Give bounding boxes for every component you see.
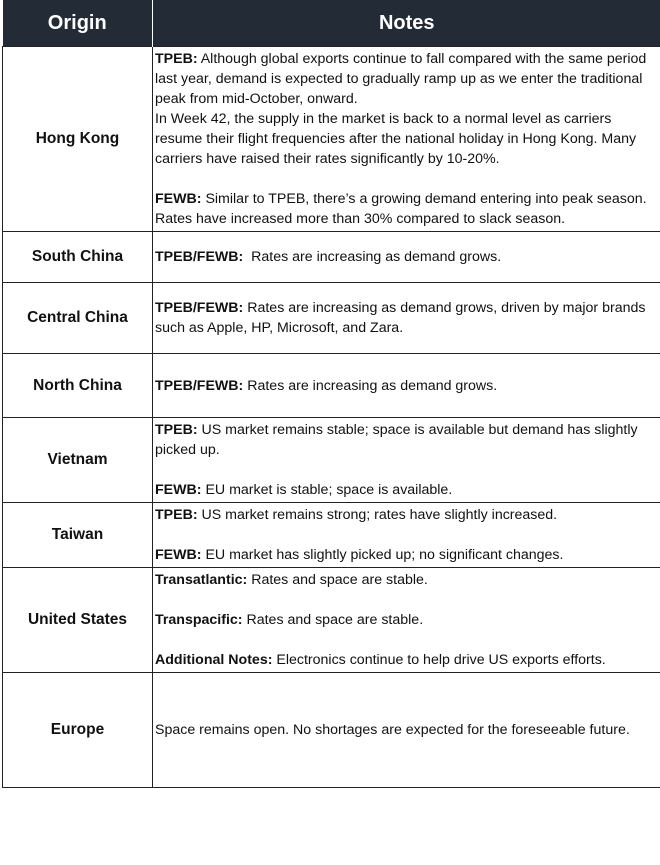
table-row	[3, 283, 660, 354]
table-row	[3, 568, 660, 673]
notes-cell	[153, 232, 660, 283]
note-label: TPEB:	[155, 51, 198, 67]
origin-cell: United States	[3, 568, 153, 673]
note-paragraph	[155, 189, 660, 229]
notes-column-header: Notes	[153, 0, 660, 47]
note-label: TPEB/FEWB:	[155, 249, 244, 265]
origin-cell: Central China	[3, 283, 153, 354]
notes-cell	[153, 283, 660, 354]
note-text: US market remains stable; space is available but demand has slightly picked up.	[155, 422, 638, 458]
table-row	[3, 503, 660, 568]
market-notes-table	[2, 0, 660, 788]
note-paragraph	[155, 650, 660, 670]
note-text: Although global exports continue to fall compared with the same period last year, demand is expected to gradually ramp up as we enter the traditional peak from mid-October, onward.	[155, 51, 647, 107]
origin-cell: Hong Kong	[3, 47, 153, 232]
note-label: TPEB:	[155, 507, 198, 523]
table-row	[3, 354, 660, 418]
notes-cell	[153, 47, 660, 232]
origin-cell: South China	[3, 232, 153, 283]
note-paragraph	[155, 247, 660, 267]
note-paragraph	[155, 570, 660, 590]
origin-cell: Vietnam	[3, 418, 153, 503]
table-row	[3, 47, 660, 232]
origin-cell: Europe	[3, 673, 153, 788]
table-row	[3, 673, 660, 788]
note-label: FEWB:	[155, 191, 202, 207]
note-paragraph	[155, 376, 660, 396]
note-label: TPEB/FEWB:	[155, 300, 244, 316]
note-paragraph	[155, 610, 660, 630]
note-text: Similar to TPEB, there’s a growing demand entering into peak season. Rates have increased more than 30% compared to slack season.	[155, 191, 647, 227]
note-label: Transpacific:	[155, 612, 243, 628]
note-text: US market remains strong; rates have slightly increased.	[197, 507, 558, 523]
note-text: Rates and space are stable.	[247, 572, 428, 588]
notes-cell	[153, 503, 660, 568]
origin-cell: Taiwan	[3, 503, 153, 568]
origin-column-header: Origin	[3, 0, 153, 47]
note-text: Rates are increasing as demand grows, driven by major brands such as Apple, HP, Microsoft, and Zara.	[155, 300, 646, 336]
note-paragraph	[155, 720, 660, 740]
note-paragraph	[155, 505, 660, 525]
note-paragraph	[155, 109, 660, 169]
note-label: Additional Notes:	[155, 652, 273, 668]
note-label: TPEB:	[155, 422, 198, 438]
note-label: FEWB:	[155, 482, 202, 498]
note-paragraph	[155, 49, 660, 109]
notes-cell	[153, 568, 660, 673]
note-text: Rates are increasing as demand grows.	[243, 249, 502, 265]
note-text: EU market has slightly picked up; no significant changes.	[201, 547, 564, 563]
header-row	[3, 0, 660, 47]
notes-cell	[153, 418, 660, 503]
note-text: Rates are increasing as demand grows.	[243, 377, 498, 394]
note-paragraph	[155, 298, 660, 338]
table-row	[3, 418, 660, 503]
note-text: Rates and space are stable.	[242, 612, 424, 628]
notes-cell	[153, 354, 660, 418]
note-text: Space remains open. No shortages are expected for the foreseeable future.	[155, 722, 630, 738]
note-paragraph	[155, 480, 660, 500]
note-text: In Week 42, the supply in the market is back to a normal level as carriers resume their flight frequencies after the national holiday in Hong Kong. Many carriers have raised their rates significantly by 10-20%.	[155, 111, 637, 167]
note-label: Transatlantic:	[155, 572, 248, 588]
origin-cell: North China	[3, 354, 153, 418]
table-row	[3, 232, 660, 283]
note-text: Electronics continue to help drive US exports efforts.	[272, 652, 606, 668]
note-text: EU market is stable; space is available.	[201, 482, 453, 498]
notes-cell	[153, 673, 660, 788]
note-paragraph	[155, 420, 660, 460]
note-label: TPEB/FEWB:	[155, 377, 244, 394]
note-label: FEWB:	[155, 547, 202, 563]
note-paragraph	[155, 545, 660, 565]
